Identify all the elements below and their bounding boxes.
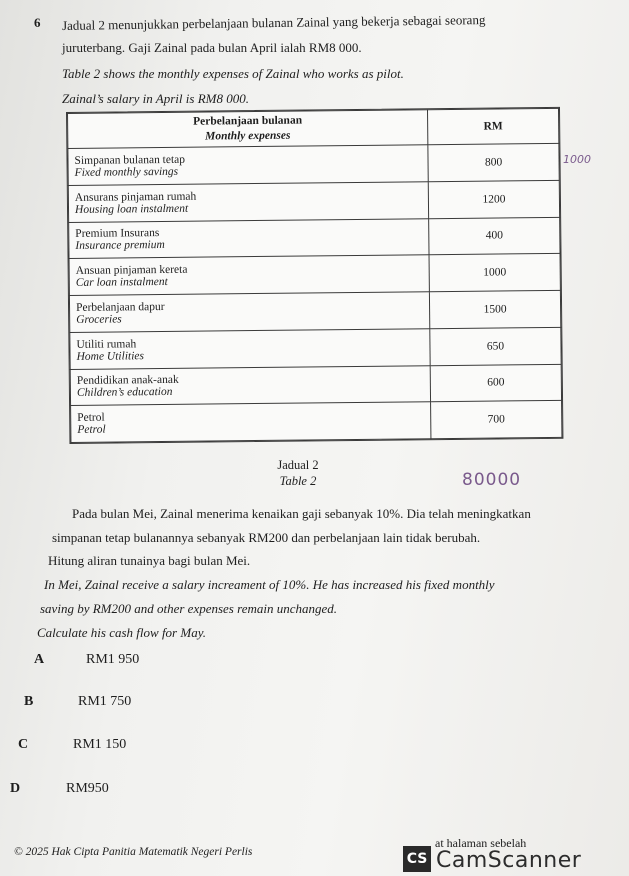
- row-label-malay: Simpanan bulanan tetap: [74, 153, 186, 167]
- table-caption-english: Table 2: [279, 474, 317, 488]
- row-label-malay: Premium Insurans: [75, 227, 160, 241]
- row-label-english: Petrol: [77, 423, 106, 437]
- paragraph-english-line-3: Calculate his cash flow for May.: [37, 625, 206, 640]
- row-amount: 1200: [428, 180, 559, 218]
- row-label-malay: Perbelanjaan dapur: [75, 300, 165, 314]
- intro-malay-line-1: Jadual 2 menunjukkan perbelanjaan bulanan Zainal yang bekerja sebagai seorang: [61, 12, 486, 33]
- camscanner-watermark: CamScanner: [436, 848, 582, 873]
- row-amount: 700: [431, 401, 562, 439]
- option-a-text: RM1 950: [86, 652, 140, 667]
- row-amount: 650: [430, 327, 561, 365]
- row-label-english: Groceries: [76, 313, 122, 326]
- row-label-malay: Petrol: [77, 411, 105, 425]
- row-amount: 400: [429, 217, 560, 255]
- row-label-english: Insurance premium: [75, 239, 165, 253]
- table-header-row: [68, 108, 559, 148]
- question-number: 6: [34, 15, 41, 30]
- row-amount: 1000: [429, 254, 560, 292]
- table-caption-malay: Jadual 2: [277, 458, 319, 472]
- intro-malay-line-2: juruterbang. Gaji Zainal pada bulan April ialah RM8 000.: [62, 40, 362, 55]
- table-row: [69, 290, 560, 332]
- row-amount: 1500: [429, 290, 560, 328]
- paragraph-malay-line-2: simpanan tetap bulanannya sebanyak RM200 dan perbelanjaan lain tidak berubah.: [52, 530, 481, 545]
- paragraph-malay-line-1: Pada bulan Mei, Zainal menerima kenaikan gaji sebanyak 10%. Dia telah meningkatkan: [72, 506, 531, 521]
- camscanner-logo-icon: CS: [403, 846, 431, 872]
- row-label-malay: Ansurans pinjaman rumah: [74, 190, 197, 204]
- option-c-letter: C: [18, 737, 29, 752]
- table-row: [71, 401, 562, 443]
- row-label-malay: Pendidikan anak-anak: [76, 374, 179, 388]
- header-amount: RM: [427, 108, 558, 144]
- intro-english-line-1: Table 2 shows the monthly expenses of Zainal who works as pilot.: [62, 66, 404, 81]
- option-a-letter: A: [34, 652, 45, 667]
- paragraph-english-line-1: In Mei, Zainal receive a salary increament of 10%. He has increased his fixed monthly: [44, 577, 495, 592]
- row-label-english: Housing loan instalment: [74, 202, 189, 216]
- table-row: [68, 180, 559, 222]
- row-label-english: Children’s education: [76, 386, 173, 400]
- table-row: [70, 364, 561, 406]
- row-label-malay: Utiliti rumah: [76, 337, 137, 351]
- header-expenses-english: Monthly expenses: [205, 129, 291, 143]
- next-page-note: at halaman sebelah: [435, 836, 527, 850]
- header-expenses: [68, 110, 428, 149]
- table-row: [69, 217, 560, 259]
- table-row: [69, 254, 560, 296]
- paragraph-malay-line-3: Hitung aliran tunainya bagi bulan Mei.: [48, 553, 251, 568]
- expenses-table: [66, 107, 563, 444]
- header-expenses-malay: Perbelanjaan bulanan: [193, 114, 303, 128]
- table-row: [68, 143, 559, 185]
- row-label-english: Car loan instalment: [75, 276, 168, 290]
- option-b-letter: B: [24, 694, 34, 709]
- table-row: [70, 327, 561, 369]
- option-d-text: RM950: [66, 781, 109, 796]
- intro-english-line-2: Zainal’s salary in April is RM8 000.: [62, 91, 249, 106]
- row-label-english: Fixed monthly savings: [74, 165, 179, 179]
- handwritten-note-1000: 1000: [563, 153, 591, 166]
- copyright-footer: © 2025 Hak Cipta Panitia Matematik Negeri Perlis: [14, 846, 253, 858]
- row-label-english: Home Utilities: [76, 349, 145, 363]
- option-d-letter: D: [10, 781, 21, 796]
- paragraph-english-line-2: saving by RM200 and other expenses remain unchanged.: [40, 601, 338, 616]
- row-amount: 800: [428, 143, 559, 181]
- handwritten-note-80000: 80000: [462, 470, 522, 490]
- row-amount: 600: [430, 364, 561, 402]
- row-label-malay: Ansuan pinjaman kereta: [75, 263, 188, 278]
- option-c-text: RM1 150: [73, 737, 127, 752]
- option-b-text: RM1 750: [78, 694, 132, 709]
